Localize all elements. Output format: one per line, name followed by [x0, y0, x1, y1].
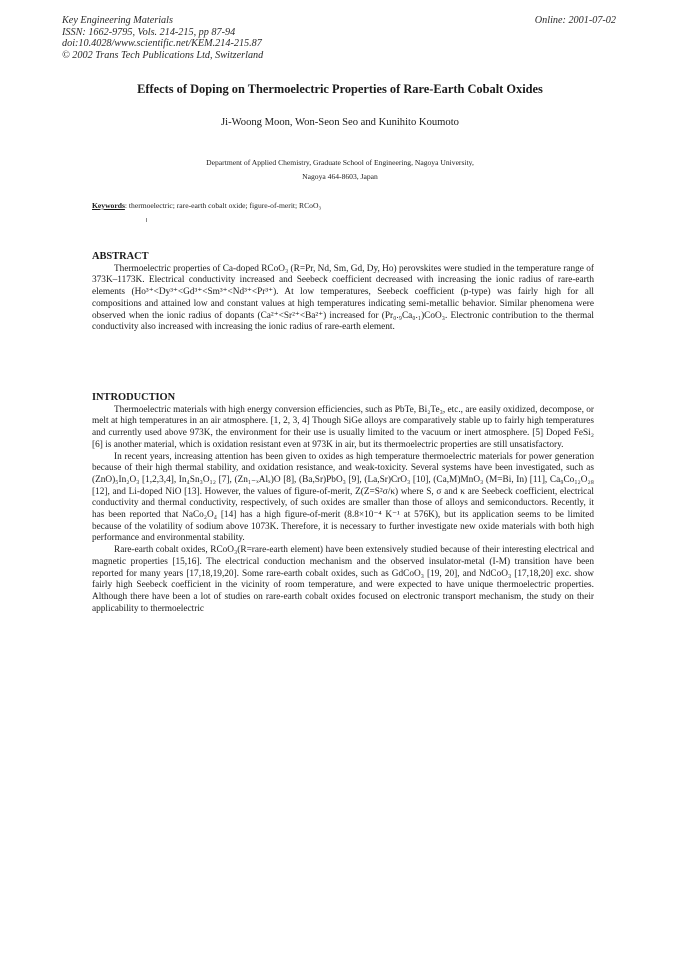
keywords-label: Keywords	[92, 201, 125, 210]
abstract-heading: ABSTRACT	[92, 251, 149, 262]
affiliation	[40, 156, 640, 184]
introduction-paragraph: In recent years, increasing attention has been given to oxides as high temperature thermoelectric materials for power generation because of their high thermal stability, and oxidation resistance, and weak-toxicity. Several systems have been investigated, such as (ZnO)₅In₂O₃ [1,2,3,4], In₄Sn₃O₁₂ [7], (Zn₁₋ₓAlₓ)O [8], (Ba,Sr)PbO₃ [9], (La,Sr)CrO₃ [10], (Ca,M)MnO₃ (M=Bi, In) [11], Ca₉Co₁₂O₂₈ [12], and Li-doped NiO [13]. However, the values of figure-of-merit, Z(Z=S²σ/κ) where S, σ and κ are Seebeck coefficient, electrical conductivity and thermal conductivity, respectively, of such oxides are smaller than those of alloys and semiconductors. Recently, it has been reported that NaCo₂O₄ [14] has a high figure-of-merit (8.8×10⁻⁴ K⁻¹ at 576K), but its application seems to be limited because of the volatility of sodium above 1073K. Therefore, it is necessary to further investigate new oxide materials with both high performance and environmental stability.	[92, 451, 594, 544]
affiliation-line: Department of Applied Chemistry, Graduate School of Engineering, Nagoya University,	[206, 158, 474, 167]
journal-copyright: © 2002 Trans Tech Publications Ltd, Switzerland	[62, 49, 264, 61]
introduction-section	[92, 392, 594, 615]
affiliation-line: Nagoya 464-8603, Japan	[302, 172, 378, 181]
keywords	[92, 201, 592, 210]
paper-title: Effects of Doping on Thermoelectric Properties of Rare-Earth Cobalt Oxides	[137, 82, 543, 96]
introduction-paragraph: Rare-earth cobalt oxides, RCoO₃(R=rare-earth element) have been extensively studied because of their interesting electrical and magnetic properties [15,16]. The electrical conduction mechanism and the observed insulator-metal (I-M) transition have been reported for many years [17,18,19,20]. Some rare-earth cobalt oxides, such as GdCoO₃ [19, 20], and NdCoO₃ [17,18,20] exc. show fairly high Seebeck coefficient in the vicinity of room temperature, and were expected to have unique thermoelectric properties. Although there have been a lot of studies on rare-earth cobalt oxides focused on electronic transport mechanism, the study on their applicability to thermoelectric	[92, 545, 594, 614]
introduction-heading: INTRODUCTION	[92, 392, 176, 403]
abstract-section	[92, 251, 594, 334]
online-date: Online: 2001-07-02	[534, 15, 616, 26]
scan-mark	[146, 218, 147, 222]
journal-issn: ISSN: 1662-9795, Vols. 214-215, pp 87-94	[62, 26, 236, 38]
journal-header	[62, 15, 422, 61]
journal-doi: doi:10.4028/www.scientific.net/KEM.214-215.87	[62, 38, 262, 50]
keywords-text: : thermoelectric; rare-earth cobalt oxide; figure-of-merit; RCoO₃	[124, 201, 322, 210]
journal-name: Key Engineering Materials	[62, 15, 173, 26]
introduction-paragraph: Thermoelectric materials with high energy conversion efficiencies, such as PbTe, Bi₂Te₃, etc., are easily oxidized, decompose, or melt at high temperatures in an air atmosphere. [1, 2, 3, 4] Though SiGe alloys are comparatively stable up to fairly high temperatures and currently used above 973K, the environment for their use is usually limited to the vacuum or inert atmosphere. [5] Doped FeSi₂ [6] is another material, which is oxidation resistant even at 973K in air, but its thermoelectric properties are still unsatisfactory.	[92, 404, 594, 450]
abstract-text: Thermoelectric properties of Ca-doped RCoO₃ (R=Pr, Nd, Sm, Gd, Dy, Ho) perovskites were studied in the temperature range of 373K–1173K. Electrical conductivity increased and Seebeck coefficient decreased with increasing the ionic radius of rare-earth elements (Ho³⁺<Dy³⁺<Gd³⁺<Sm³⁺<Nd³⁺<Pr³⁺). At low temperatures, Seebeck coefficient (p-type) was fairly high for all compositions and attained low and constant values at high temperatures indicating semi-metallic behavior. Similar phenomena were observed when the ionic radius of dopants (Ca²⁺<Sr²⁺<Ba²⁺) increased for (Pr₀.₉Ca₀.₁)CoO₃. Electronic contribution to the thermal conductivity also increased with increasing the ionic radius of rare-earth element.	[92, 263, 594, 333]
paper-authors: Ji-Woong Moon, Won-Seon Seo and Kunihito Koumoto	[221, 117, 459, 128]
